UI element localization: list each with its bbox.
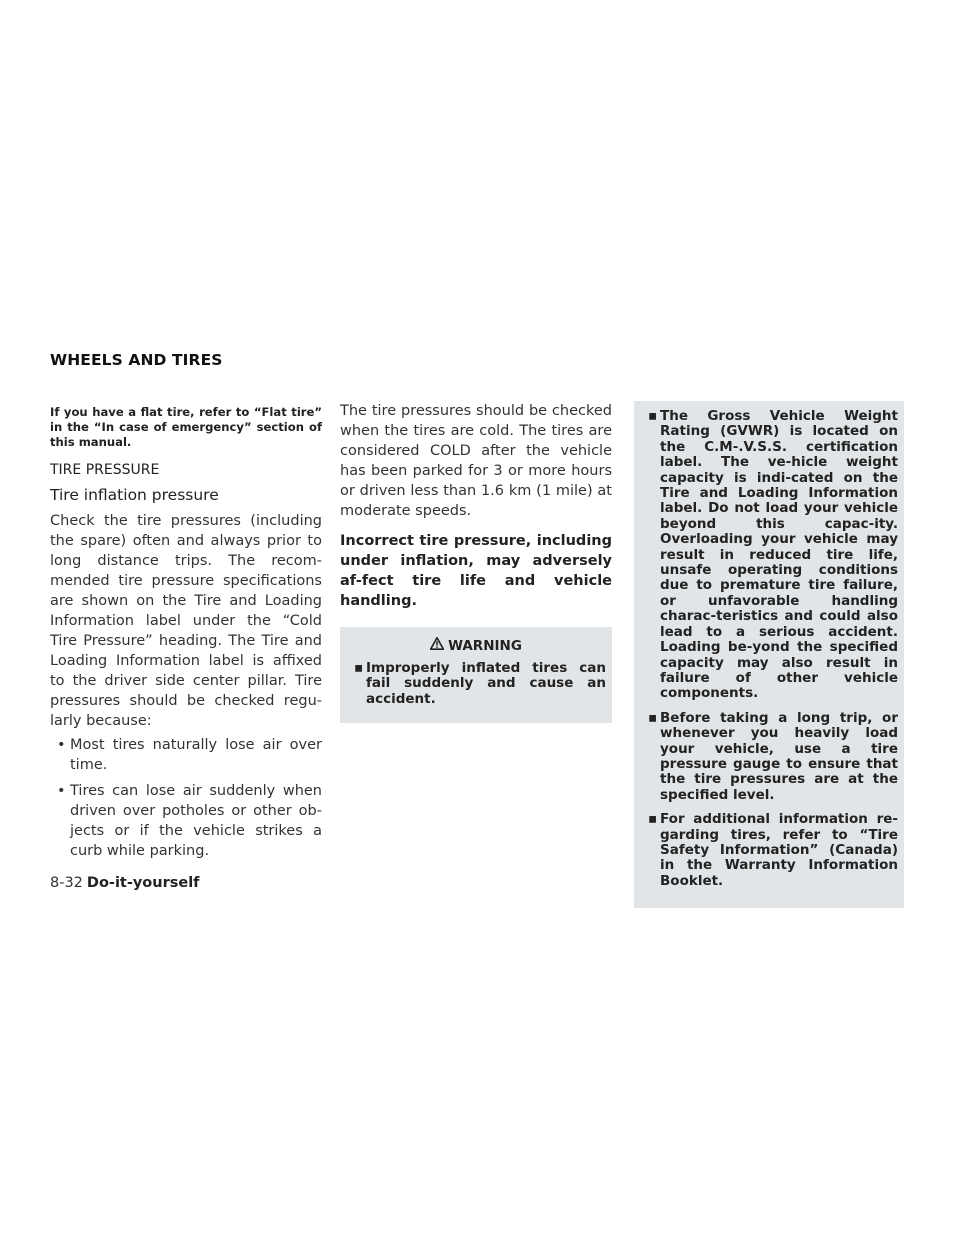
- list-item-text: For additional information re-garding tires, refer to “Tire Safety Information” (Canada) in the Warranty Information Booklet.: [660, 811, 898, 889]
- reasons-list: [50, 735, 322, 861]
- list-item: [50, 781, 322, 861]
- column-1: [50, 405, 322, 867]
- list-item-text: The Gross Vehicle Weight Rating (GVWR) is located on the C.M-.V.S.S. certification label. The ve-hicle weight capacity is indi-cated on the Tire and Loading Information label. Do not load your vehicle beyond this capac-ity. Overloading your vehicle may result in reduced tire life, unsafe operating conditions due to premature tire failure, or unfavorable handling charac-teristics and could also lead to a serious accident. Loading be-yond the specified capacity may also result in failure of other vehicle components.: [660, 408, 898, 702]
- list-item-text: Improperly inflated tires can fail suddenly and cause an accident.: [366, 660, 606, 707]
- warning-list: [640, 409, 898, 889]
- warning-title: [346, 637, 606, 655]
- bullet-square-icon: ▪: [354, 660, 364, 676]
- incorrect-pressure-paragraph: Incorrect tire pressure, including under inflation, may adversely af-fect tire life and vehicle handling.: [340, 533, 612, 609]
- flat-tire-note: If you have a flat tire, refer to “Flat tire” in the “In case of emergency” section of this manual.: [50, 405, 322, 449]
- cold-tires-paragraph: The tire pressures should be checked when the tires are cold. The tires are considered COLD after the vehicle has been parked for 3 or more hours or driven less than 1.6 km (1 mile) at moderate speeds.: [340, 403, 612, 519]
- list-item: [50, 735, 322, 775]
- warning-triangle-icon: [430, 637, 444, 655]
- bullet-dot-icon: •: [57, 783, 66, 800]
- warning-box-continued: [634, 401, 904, 908]
- column-3: [634, 401, 904, 908]
- bullet-square-icon: ▪: [648, 811, 658, 828]
- tire-inflation-subheading: Tire inflation pressure: [50, 486, 219, 505]
- list-item: [640, 812, 898, 889]
- bullet-square-icon: ▪: [648, 408, 658, 424]
- footer-section-name: Do-it-yourself: [86, 875, 200, 891]
- tire-pressure-heading: TIRE PRESSURE: [50, 462, 160, 479]
- list-item: [346, 661, 606, 707]
- page-number: 8-32: [50, 875, 83, 891]
- page-footer: [50, 875, 200, 891]
- list-item: [640, 409, 898, 702]
- warning-box: [340, 627, 612, 723]
- column-2: [340, 401, 612, 723]
- list-item: [640, 711, 898, 803]
- check-pressure-paragraph: Check the tire pressures (including the spare) often and always prior to long distance trips. The recom-mended tire pressure specifications are shown on the Tire and Loading Information label under the “Cold Tire Pressure” heading. The Tire and Loading Information label is affixed to the driver side center pillar. Tire pressures should be checked regu-larly because:: [50, 513, 322, 730]
- warning-label: WARNING: [448, 638, 522, 654]
- list-item-text: Tires can lose air suddenly when driven over potholes or other ob-jects or if the vehicle strikes a curb while parking.: [70, 783, 322, 860]
- section-header: WHEELS AND TIRES: [50, 351, 223, 369]
- list-item-text: Before taking a long trip, or whenever you heavily load your vehicle, use a tire pressure gauge to ensure that the tire pressures are at the specified level.: [660, 709, 898, 803]
- bullet-dot-icon: •: [57, 737, 66, 754]
- bullet-square-icon: ▪: [648, 709, 658, 726]
- list-item-text: Most tires naturally lose air over time.: [70, 737, 322, 774]
- warning-list: [346, 661, 606, 707]
